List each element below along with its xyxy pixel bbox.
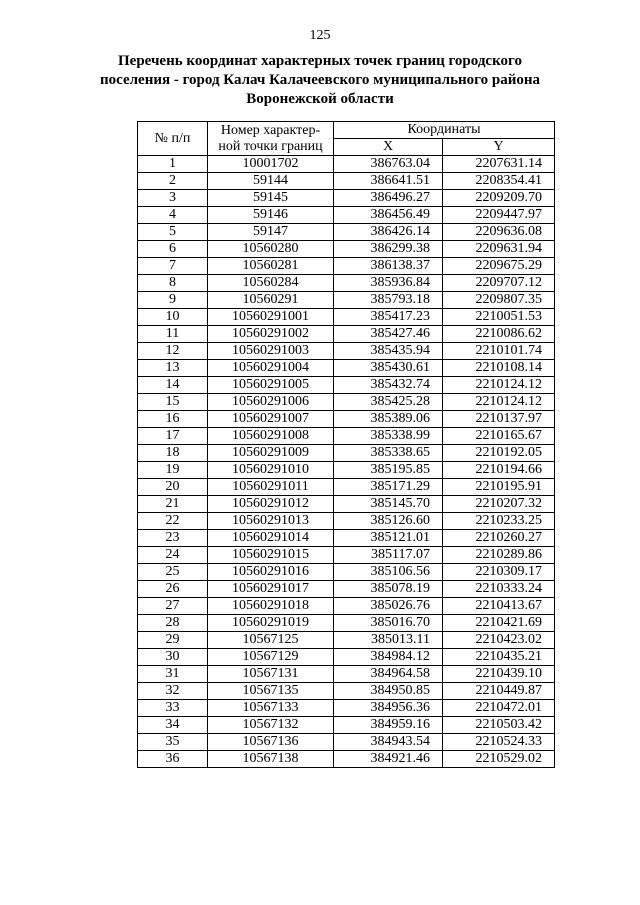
row-number-cell: 28: [138, 615, 208, 632]
y-coordinate-cell: 2210439.10: [443, 666, 555, 683]
point-number-cell: 10567129: [208, 649, 334, 666]
x-coordinate-cell: 384964.58: [334, 666, 443, 683]
x-coordinate-cell: 385936.84: [334, 275, 443, 292]
x-coordinate-cell: 386299.38: [334, 241, 443, 258]
table-row: [138, 224, 555, 241]
y-coordinate-cell: 2210086.62: [443, 326, 555, 343]
row-number-cell: 32: [138, 683, 208, 700]
x-coordinate-cell: 384950.85: [334, 683, 443, 700]
row-number-cell: 13: [138, 360, 208, 377]
x-coordinate-cell: 385145.70: [334, 496, 443, 513]
table-row: [138, 513, 555, 530]
x-coordinate-cell: 385417.23: [334, 309, 443, 326]
row-number-cell: 36: [138, 751, 208, 768]
row-number-cell: 16: [138, 411, 208, 428]
point-number-cell: 10567132: [208, 717, 334, 734]
x-coordinate-cell: 386426.14: [334, 224, 443, 241]
y-coordinate-cell: 2210108.14: [443, 360, 555, 377]
point-number-cell: 10560291001: [208, 309, 334, 326]
header-row-number: № п/п: [138, 122, 208, 156]
y-coordinate-cell: 2209447.97: [443, 207, 555, 224]
y-coordinate-cell: 2210124.12: [443, 394, 555, 411]
point-number-cell: 10567136: [208, 734, 334, 751]
x-coordinate-cell: 385106.56: [334, 564, 443, 581]
y-coordinate-cell: 2210192.05: [443, 445, 555, 462]
point-number-cell: 59147: [208, 224, 334, 241]
point-number-cell: 10560291010: [208, 462, 334, 479]
row-number-cell: 17: [138, 428, 208, 445]
point-number-cell: 59144: [208, 173, 334, 190]
x-coordinate-cell: 384959.16: [334, 717, 443, 734]
y-coordinate-cell: 2209209.70: [443, 190, 555, 207]
row-number-cell: 14: [138, 377, 208, 394]
table-row: [138, 275, 555, 292]
title-line: поселения - город Калач Калачеевского муниципального района: [100, 72, 540, 88]
point-number-cell: 10567135: [208, 683, 334, 700]
x-coordinate-cell: 385389.06: [334, 411, 443, 428]
y-coordinate-cell: 2210207.32: [443, 496, 555, 513]
x-coordinate-cell: 385338.65: [334, 445, 443, 462]
row-number-cell: 23: [138, 530, 208, 547]
title-line: Перечень координат характерных точек границ городского: [118, 53, 522, 69]
row-number-cell: 3: [138, 190, 208, 207]
point-number-cell: 10560291014: [208, 530, 334, 547]
point-number-cell: 10567131: [208, 666, 334, 683]
row-number-cell: 11: [138, 326, 208, 343]
y-coordinate-cell: 2209631.94: [443, 241, 555, 258]
table-row: [138, 309, 555, 326]
table-row: [138, 156, 555, 173]
table-row: [138, 377, 555, 394]
y-coordinate-cell: 2210524.33: [443, 734, 555, 751]
table-row: [138, 751, 555, 768]
x-coordinate-cell: 386456.49: [334, 207, 443, 224]
row-number-cell: 6: [138, 241, 208, 258]
table-row: [138, 462, 555, 479]
y-coordinate-cell: 2210529.02: [443, 751, 555, 768]
y-coordinate-cell: 2210472.01: [443, 700, 555, 717]
table-row: [138, 717, 555, 734]
row-number-cell: 20: [138, 479, 208, 496]
header-point-line: ной точки границ: [218, 138, 323, 154]
x-coordinate-cell: 385171.29: [334, 479, 443, 496]
point-number-cell: 10560281: [208, 258, 334, 275]
point-number-cell: 10560291011: [208, 479, 334, 496]
row-number-cell: 35: [138, 734, 208, 751]
point-number-cell: 10560291018: [208, 598, 334, 615]
header-y: Y: [443, 139, 555, 156]
y-coordinate-cell: 2210051.53: [443, 309, 555, 326]
point-number-cell: 10001702: [208, 156, 334, 173]
x-coordinate-cell: 385121.01: [334, 530, 443, 547]
point-number-cell: 10560291009: [208, 445, 334, 462]
row-number-cell: 21: [138, 496, 208, 513]
point-number-cell: 10567125: [208, 632, 334, 649]
row-number-cell: 30: [138, 649, 208, 666]
document-title: [90, 52, 550, 109]
table-row: [138, 666, 555, 683]
y-coordinate-cell: 2210194.66: [443, 462, 555, 479]
x-coordinate-cell: 386496.27: [334, 190, 443, 207]
row-number-cell: 4: [138, 207, 208, 224]
table-header: [138, 122, 555, 156]
x-coordinate-cell: 385338.99: [334, 428, 443, 445]
y-coordinate-cell: 2210124.12: [443, 377, 555, 394]
x-coordinate-cell: 384943.54: [334, 734, 443, 751]
table-row: [138, 445, 555, 462]
page-number: 125: [309, 28, 331, 43]
point-number-cell: 59145: [208, 190, 334, 207]
y-coordinate-cell: 2210503.42: [443, 717, 555, 734]
x-coordinate-cell: 386641.51: [334, 173, 443, 190]
x-coordinate-cell: 385126.60: [334, 513, 443, 530]
row-number-cell: 19: [138, 462, 208, 479]
y-coordinate-cell: 2210421.69: [443, 615, 555, 632]
x-coordinate-cell: 385117.07: [334, 547, 443, 564]
y-coordinate-cell: 2210309.17: [443, 564, 555, 581]
x-coordinate-cell: 385078.19: [334, 581, 443, 598]
table-row: [138, 292, 555, 309]
row-number-cell: 29: [138, 632, 208, 649]
table-row: [138, 343, 555, 360]
y-coordinate-cell: 2210449.87: [443, 683, 555, 700]
x-coordinate-cell: 384956.36: [334, 700, 443, 717]
header-point-line: Номер характер-: [220, 122, 321, 138]
row-number-cell: 25: [138, 564, 208, 581]
point-number-cell: 10560284: [208, 275, 334, 292]
point-number-cell: 10560291015: [208, 547, 334, 564]
table-row: [138, 683, 555, 700]
row-number-cell: 10: [138, 309, 208, 326]
point-number-cell: 10560291008: [208, 428, 334, 445]
point-number-cell: 10560291004: [208, 360, 334, 377]
point-number-cell: 10560291017: [208, 581, 334, 598]
row-number-cell: 26: [138, 581, 208, 598]
x-coordinate-cell: 385435.94: [334, 343, 443, 360]
x-coordinate-cell: 385427.46: [334, 326, 443, 343]
table-row: [138, 411, 555, 428]
y-coordinate-cell: 2210195.91: [443, 479, 555, 496]
row-number-cell: 33: [138, 700, 208, 717]
point-number-cell: 10567138: [208, 751, 334, 768]
table-row: [138, 649, 555, 666]
y-coordinate-cell: 2209636.08: [443, 224, 555, 241]
table-row: [138, 530, 555, 547]
row-number-cell: 24: [138, 547, 208, 564]
table-row: [138, 428, 555, 445]
table-row: [138, 547, 555, 564]
x-coordinate-cell: 385430.61: [334, 360, 443, 377]
x-coordinate-cell: 385793.18: [334, 292, 443, 309]
x-coordinate-cell: 385016.70: [334, 615, 443, 632]
point-number-cell: 10560291013: [208, 513, 334, 530]
y-coordinate-cell: 2210137.97: [443, 411, 555, 428]
point-number-cell: 10560280: [208, 241, 334, 258]
point-number-cell: 10560291006: [208, 394, 334, 411]
x-coordinate-cell: 385026.76: [334, 598, 443, 615]
x-coordinate-cell: 385432.74: [334, 377, 443, 394]
y-coordinate-cell: 2207631.14: [443, 156, 555, 173]
row-number-cell: 8: [138, 275, 208, 292]
row-number-cell: 7: [138, 258, 208, 275]
y-coordinate-cell: 2210423.02: [443, 632, 555, 649]
x-coordinate-cell: 386138.37: [334, 258, 443, 275]
table-row: [138, 479, 555, 496]
table-row: [138, 173, 555, 190]
table-row: [138, 258, 555, 275]
point-number-cell: 10560291019: [208, 615, 334, 632]
table-body: [138, 156, 555, 768]
table-row: [138, 598, 555, 615]
y-coordinate-cell: 2210165.67: [443, 428, 555, 445]
table-row: [138, 632, 555, 649]
row-number-cell: 15: [138, 394, 208, 411]
point-number-cell: 10560291007: [208, 411, 334, 428]
table-row: [138, 360, 555, 377]
y-coordinate-cell: 2210101.74: [443, 343, 555, 360]
y-coordinate-cell: 2209807.35: [443, 292, 555, 309]
table-row: [138, 190, 555, 207]
y-coordinate-cell: 2210289.86: [443, 547, 555, 564]
row-number-cell: 9: [138, 292, 208, 309]
table-row: [138, 207, 555, 224]
table-row: [138, 700, 555, 717]
row-number-cell: 34: [138, 717, 208, 734]
table-row: [138, 564, 555, 581]
y-coordinate-cell: 2210435.21: [443, 649, 555, 666]
point-number-cell: 10560291005: [208, 377, 334, 394]
row-number-cell: 31: [138, 666, 208, 683]
row-number-cell: 12: [138, 343, 208, 360]
y-coordinate-cell: 2210260.27: [443, 530, 555, 547]
y-coordinate-cell: 2209707.12: [443, 275, 555, 292]
table-row: [138, 496, 555, 513]
header-coordinates: Координаты: [334, 122, 555, 139]
row-number-cell: 2: [138, 173, 208, 190]
point-number-cell: 59146: [208, 207, 334, 224]
row-number-cell: 18: [138, 445, 208, 462]
y-coordinate-cell: 2210233.25: [443, 513, 555, 530]
point-number-cell: 10567133: [208, 700, 334, 717]
table-row: [138, 241, 555, 258]
y-coordinate-cell: 2209675.29: [443, 258, 555, 275]
y-coordinate-cell: 2208354.41: [443, 173, 555, 190]
y-coordinate-cell: 2210413.67: [443, 598, 555, 615]
x-coordinate-cell: 385425.28: [334, 394, 443, 411]
row-number-cell: 27: [138, 598, 208, 615]
y-coordinate-cell: 2210333.24: [443, 581, 555, 598]
row-number-cell: 1: [138, 156, 208, 173]
table-row: [138, 581, 555, 598]
x-coordinate-cell: 385195.85: [334, 462, 443, 479]
header-point-number: [208, 122, 334, 156]
point-number-cell: 10560291016: [208, 564, 334, 581]
x-coordinate-cell: 386763.04: [334, 156, 443, 173]
x-coordinate-cell: 384921.46: [334, 751, 443, 768]
header-x: X: [334, 139, 443, 156]
x-coordinate-cell: 384984.12: [334, 649, 443, 666]
point-number-cell: 10560291002: [208, 326, 334, 343]
row-number-cell: 22: [138, 513, 208, 530]
title-line: Воронежской области: [246, 91, 394, 107]
table-row: [138, 326, 555, 343]
point-number-cell: 10560291003: [208, 343, 334, 360]
x-coordinate-cell: 385013.11: [334, 632, 443, 649]
table-row: [138, 734, 555, 751]
point-number-cell: 10560291: [208, 292, 334, 309]
point-number-cell: 10560291012: [208, 496, 334, 513]
table-row: [138, 394, 555, 411]
coordinates-table: [137, 121, 555, 768]
table-row: [138, 615, 555, 632]
row-number-cell: 5: [138, 224, 208, 241]
